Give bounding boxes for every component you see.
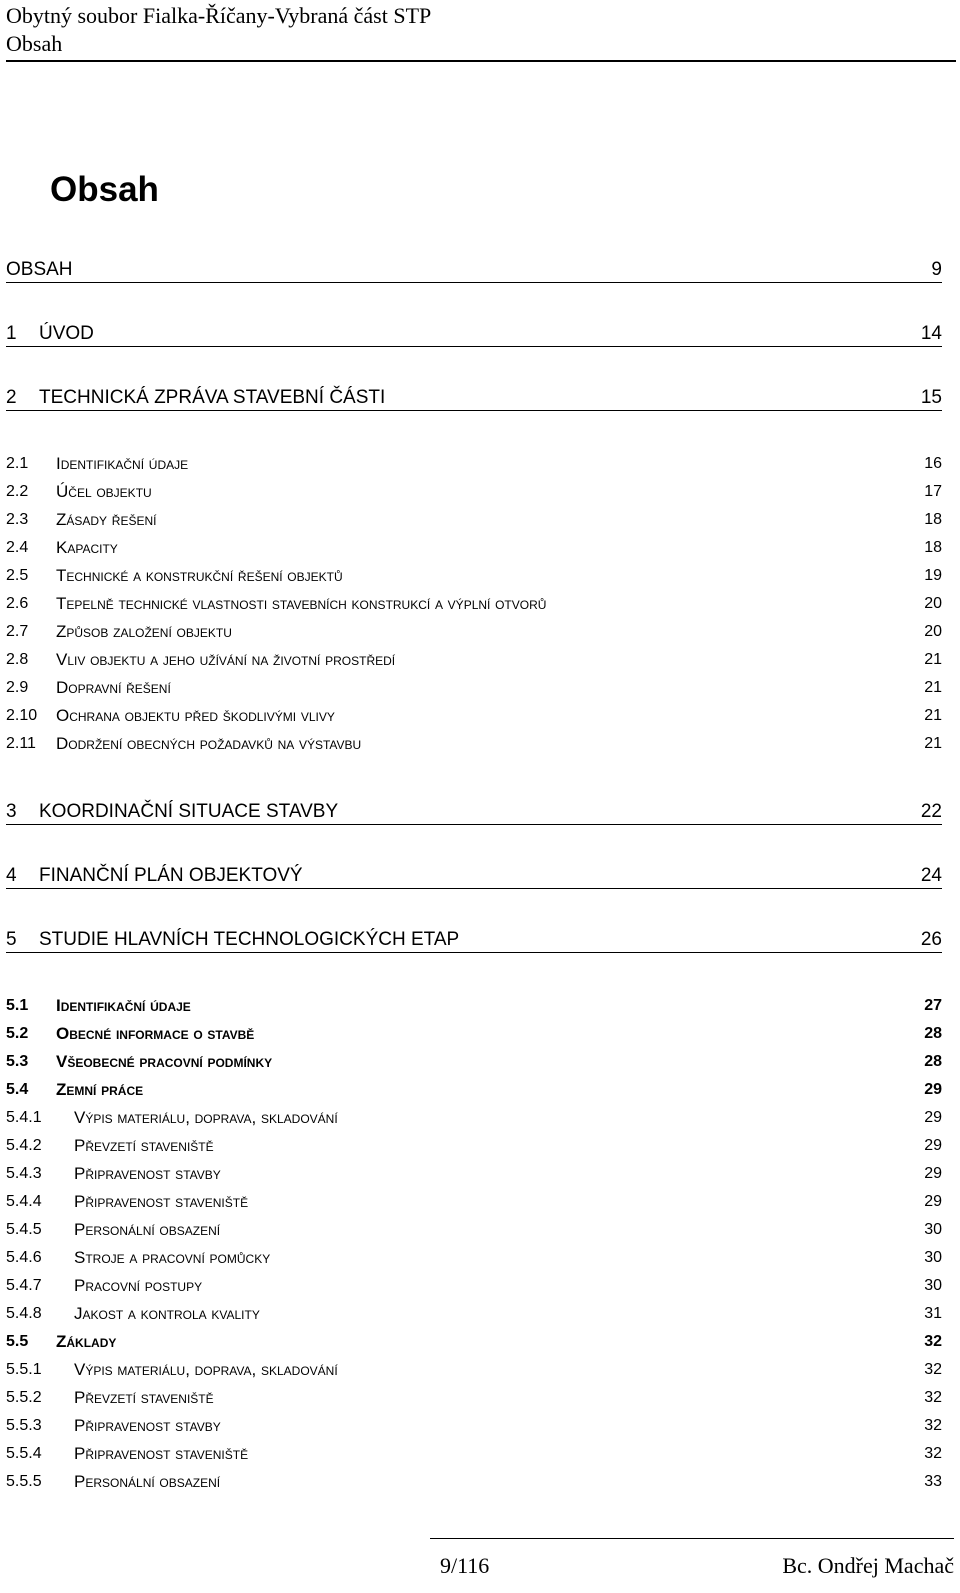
toc-entry-page: 26	[920, 929, 942, 950]
toc-entry-number: 5.1	[6, 997, 29, 1014]
toc-entry-number: 5.5.5	[6, 1473, 42, 1490]
toc-entry-title: ÚVOD	[39, 323, 94, 344]
toc-entry-title: Převzetí staveniště	[74, 1136, 214, 1155]
toc-entry-page: 20	[924, 595, 942, 612]
toc-entry-page: 21	[924, 735, 942, 752]
toc-entry-title: Identifikační údaje	[56, 996, 191, 1015]
toc-entry-title: Vliv objektu a jeho užívání na životní prostředí	[56, 650, 396, 669]
toc-entry[interactable]	[6, 1219, 942, 1241]
toc-entry-title: Základy	[56, 1332, 117, 1351]
toc-entry[interactable]	[6, 565, 942, 587]
toc-entry-page: 32	[924, 1389, 942, 1406]
toc-entry-number: 5	[6, 929, 17, 950]
toc-entry-number: 2.8	[6, 651, 29, 668]
toc-entry-title: TECHNICKÁ ZPRÁVA STAVEBNÍ ČÁSTI	[39, 387, 386, 408]
toc-heading: Obsah	[50, 170, 159, 209]
toc-entry[interactable]	[6, 258, 942, 283]
toc-entry-number: 2.1	[6, 455, 29, 472]
toc-entry-page: 19	[924, 567, 942, 584]
toc-entry[interactable]	[6, 1443, 942, 1465]
toc-entry-title: Všeobecné pracovní podmínky	[56, 1052, 273, 1071]
toc-entry[interactable]	[6, 1107, 942, 1129]
toc-entry-title: Ochrana objektu před škodlivými vlivy	[56, 706, 335, 725]
toc-entry-number: 2.3	[6, 511, 29, 528]
toc-entry-number: 2	[6, 387, 17, 408]
toc-entry[interactable]	[6, 1079, 942, 1101]
toc-entry-number: 5.3	[6, 1053, 29, 1070]
toc-entry-title: Pracovní postupy	[74, 1276, 203, 1295]
toc-entry-title: Zemní práce	[56, 1080, 144, 1099]
toc-entry-number: 4	[6, 865, 17, 886]
toc-entry-number: 2.7	[6, 623, 29, 640]
toc-entry-page: 32	[924, 1361, 942, 1378]
toc-entry-page: 9	[931, 259, 942, 280]
toc-entry-title: Účel objektu	[56, 482, 152, 501]
toc-entry[interactable]	[6, 1163, 942, 1185]
toc-entry-number: 2.11	[6, 735, 36, 752]
toc-entry-page: 21	[924, 651, 942, 668]
toc-entry-number: 5.4.7	[6, 1277, 42, 1294]
toc-entry-page: 32	[924, 1333, 942, 1350]
toc-entry[interactable]	[6, 677, 942, 699]
toc-entry-number: 2.2	[6, 483, 29, 500]
toc-entry-page: 18	[924, 539, 942, 556]
toc-entry-number: 2.10	[6, 707, 38, 724]
toc-entry-title: Dodržení obecných požadavků na výstavbu	[56, 734, 362, 753]
toc-entry[interactable]	[6, 1191, 942, 1213]
toc-entry-number: 5.4.4	[6, 1193, 42, 1210]
toc-entry[interactable]	[6, 649, 942, 671]
toc-entry-page: 21	[924, 679, 942, 696]
toc-entry[interactable]	[6, 864, 942, 889]
toc-entry-number: 2.6	[6, 595, 29, 612]
toc-entry[interactable]	[6, 386, 942, 411]
toc-entry-number: 5.4.2	[6, 1137, 42, 1154]
toc-entry-page: 21	[924, 707, 942, 724]
toc-entry[interactable]	[6, 705, 942, 727]
toc-entry[interactable]	[6, 1051, 942, 1073]
document-footer	[430, 1538, 954, 1593]
toc-entry-title: Výpis materiálu, doprava, skladování	[74, 1360, 338, 1379]
footer-author: Bc. Ondřej Machač	[782, 1553, 954, 1578]
header-document-title: Obytný soubor Fialka-Říčany-Vybraná část STP	[6, 3, 432, 28]
toc-entry[interactable]	[6, 1023, 942, 1045]
toc-entry[interactable]	[6, 1415, 942, 1437]
toc-entry-page: 22	[920, 801, 942, 822]
toc-entry-number: 5.5.3	[6, 1417, 42, 1434]
toc-entry-page: 29	[924, 1165, 942, 1182]
toc-entry-page: 29	[924, 1081, 942, 1098]
toc-entry-number: 5.4	[6, 1081, 29, 1098]
toc-entry[interactable]	[6, 995, 942, 1017]
toc-entry[interactable]	[6, 928, 942, 953]
toc-entry-number: 5.5.1	[6, 1361, 42, 1378]
toc-entry-page: 20	[924, 623, 942, 640]
toc-entry-number: 2.9	[6, 679, 29, 696]
toc-entry[interactable]	[6, 1275, 942, 1297]
toc-entry-title: Připravenost staveniště	[74, 1444, 249, 1463]
toc-entry-title: Personální obsazení	[74, 1220, 221, 1239]
toc-entry[interactable]	[6, 1471, 942, 1493]
toc-entry-title: Tepelně technické vlastnosti stavebních konstrukcí a výplní otvorů	[56, 594, 547, 613]
toc-entry-number: 5.5	[6, 1333, 29, 1350]
toc-entry-page: 14	[920, 323, 942, 344]
toc-entry[interactable]	[6, 621, 942, 643]
toc-entry[interactable]	[6, 733, 942, 755]
toc-entry-page: 28	[924, 1053, 942, 1070]
toc-entry-page: 30	[924, 1249, 942, 1266]
toc-entry[interactable]	[6, 1135, 942, 1157]
toc-entry-page: 29	[924, 1193, 942, 1210]
toc-entry-page: 28	[924, 1025, 942, 1042]
toc-entry-title: Dopravní řešení	[56, 678, 171, 697]
toc-entry-title: Kapacity	[56, 538, 118, 557]
toc-entry-number: 2.5	[6, 567, 29, 584]
toc-entry-page: 31	[924, 1305, 942, 1322]
toc-entry[interactable]	[6, 1303, 942, 1325]
toc-entry-number: 5.4.3	[6, 1165, 42, 1182]
toc-entry-page: 29	[924, 1137, 942, 1154]
toc-entry-number: 2.4	[6, 539, 29, 556]
toc-entry-number: 5.4.8	[6, 1305, 42, 1322]
toc-entry-number: 5.5.4	[6, 1445, 42, 1462]
toc-entry-page: 29	[924, 1109, 942, 1126]
header-rule	[6, 60, 956, 62]
footer-page-number: 9/116	[440, 1553, 490, 1578]
toc-entry-page: 30	[924, 1277, 942, 1294]
toc-entry-page: 33	[924, 1473, 942, 1490]
toc-entry[interactable]	[6, 1331, 942, 1353]
toc-entry-title: Připravenost stavby	[74, 1416, 221, 1435]
toc-entry-title: Jakost a kontrola kvality	[74, 1304, 260, 1323]
toc-entry[interactable]	[6, 593, 942, 615]
toc-entry-title: Zásady řešení	[56, 510, 157, 529]
toc-entry-page: 24	[920, 865, 942, 886]
toc-entry-title: Stroje a pracovní pomůcky	[74, 1248, 271, 1267]
toc-entry[interactable]	[6, 800, 942, 825]
toc-entry-page: 32	[924, 1417, 942, 1434]
toc-entry[interactable]	[6, 1387, 942, 1409]
toc-entry-title: Způsob založení objektu	[56, 622, 232, 641]
toc-entry[interactable]	[6, 509, 942, 531]
toc-entry-page: 15	[920, 387, 942, 408]
toc-entry-number: 5.4.1	[6, 1109, 42, 1126]
toc-entry-title: Připravenost staveniště	[74, 1192, 249, 1211]
toc-entry-title: Identifikační údaje	[56, 454, 189, 473]
toc-entry-number: OBSAH	[6, 259, 73, 280]
toc-entry-page: 32	[924, 1445, 942, 1462]
toc-entry-title: Připravenost stavby	[74, 1164, 221, 1183]
toc-entry-title: Obecné informace o stavbě	[56, 1024, 255, 1043]
toc-entry[interactable]	[6, 1247, 942, 1269]
toc-entry-title: Výpis materiálu, doprava, skladování	[74, 1108, 338, 1127]
toc-entry[interactable]	[6, 1359, 942, 1381]
toc-entry-number: 5.5.2	[6, 1389, 42, 1406]
document-header	[6, 2, 956, 62]
toc-entry-title: STUDIE HLAVNÍCH TECHNOLOGICKÝCH ETAP	[39, 929, 460, 950]
toc-entry-title: Personální obsazení	[74, 1472, 221, 1491]
toc-entry-title: Převzetí staveniště	[74, 1388, 214, 1407]
toc-entry[interactable]	[6, 453, 942, 475]
toc-entry[interactable]	[6, 481, 942, 503]
toc-entry-title: Technické a konstrukční řešení objektů	[56, 566, 343, 585]
toc-entry-page: 27	[924, 997, 942, 1014]
toc-entry-title: FINANČNÍ PLÁN OBJEKTOVÝ	[39, 865, 303, 886]
toc-entry-number: 1	[6, 323, 17, 344]
toc-entry[interactable]	[6, 322, 942, 347]
toc-entry-number: 5.2	[6, 1025, 29, 1042]
toc-entry-number: 5.4.6	[6, 1249, 42, 1266]
toc-entry-title: KOORDINAČNÍ SITUACE STAVBY	[39, 801, 339, 822]
header-section-name: Obsah	[6, 31, 63, 56]
toc-entry-page: 16	[924, 455, 942, 472]
toc-entry-number: 3	[6, 801, 17, 822]
toc-entry-page: 30	[924, 1221, 942, 1238]
toc-entry-page: 18	[924, 511, 942, 528]
toc-entry-number: 5.4.5	[6, 1221, 42, 1238]
toc-entry-page: 17	[924, 483, 942, 500]
toc-entry[interactable]	[6, 537, 942, 559]
